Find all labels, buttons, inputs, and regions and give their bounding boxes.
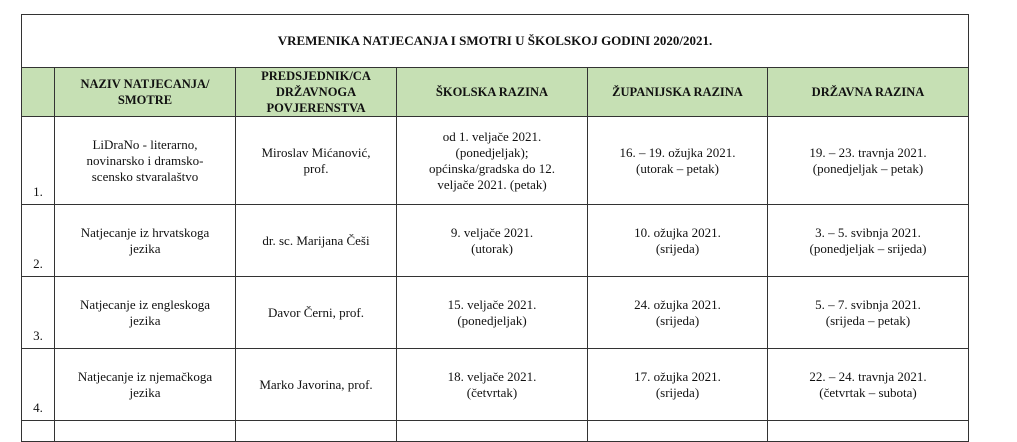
competition-name: LiDraNo - literarno, novinarsko i dramsko- scensko stvaralaštvo: [55, 117, 236, 205]
state-level-date: 3. – 5. svibnja 2021. (ponedjeljak – srijeda): [768, 205, 969, 277]
table-row-partial: [22, 421, 969, 442]
header-state-level: DRŽAVNA RAZINA: [768, 68, 969, 117]
county-level-date: 24. ožujka 2021. (srijeda): [588, 277, 768, 349]
row-number: 4.: [22, 349, 55, 421]
table-row: [22, 117, 969, 205]
table-title: VREMENIKA NATJECANJA I SMOTRI U ŠKOLSKOJ GODINI 2020/2021.: [22, 15, 969, 68]
county-level-date: 16. – 19. ožujka 2021. (utorak – petak): [588, 117, 768, 205]
president-name: dr. sc. Marijana Češi: [236, 205, 397, 277]
president-name: Davor Černi, prof.: [236, 277, 397, 349]
competition-name: Natjecanje iz njemačkoga jezika: [55, 349, 236, 421]
row-number: 3.: [22, 277, 55, 349]
table-row: [22, 349, 969, 421]
county-level-date: 17. ožujka 2021. (srijeda): [588, 349, 768, 421]
row-number: 2.: [22, 205, 55, 277]
state-level-date: 19. – 23. travnja 2021. (ponedjeljak – petak): [768, 117, 969, 205]
state-level-date: 22. – 24. travnja 2021. (četvrtak – subota): [768, 349, 969, 421]
school-level-date: 9. veljače 2021. (utorak): [397, 205, 588, 277]
header-president: PREDSJEDNIK/CA DRŽAVNOGA POVJERENSTVA: [236, 68, 397, 117]
president-name: Miroslav Mićanović, prof.: [236, 117, 397, 205]
header-county-level: ŽUPANIJSKA RAZINA: [588, 68, 768, 117]
table-row: [22, 277, 969, 349]
school-level-date: 18. veljače 2021. (četvrtak): [397, 349, 588, 421]
row-number: 1.: [22, 117, 55, 205]
president-name: Marko Javorina, prof.: [236, 349, 397, 421]
county-level-date: 10. ožujka 2021. (srijeda): [588, 205, 768, 277]
competition-name: Natjecanje iz hrvatskoga jezika: [55, 205, 236, 277]
header-num: [22, 68, 55, 117]
school-level-date: od 1. veljače 2021. (ponedjeljak); općinska/gradska do 12. veljače 2021. (petak): [397, 117, 588, 205]
header-row: [22, 68, 969, 117]
header-school-level: ŠKOLSKA RAZINA: [397, 68, 588, 117]
schedule-table: [21, 14, 969, 442]
table-row: [22, 205, 969, 277]
header-name: NAZIV NATJECANJA/ SMOTRE: [55, 68, 236, 117]
school-level-date: 15. veljače 2021. (ponedjeljak): [397, 277, 588, 349]
competition-name: Natjecanje iz engleskoga jezika: [55, 277, 236, 349]
state-level-date: 5. – 7. svibnja 2021. (srijeda – petak): [768, 277, 969, 349]
